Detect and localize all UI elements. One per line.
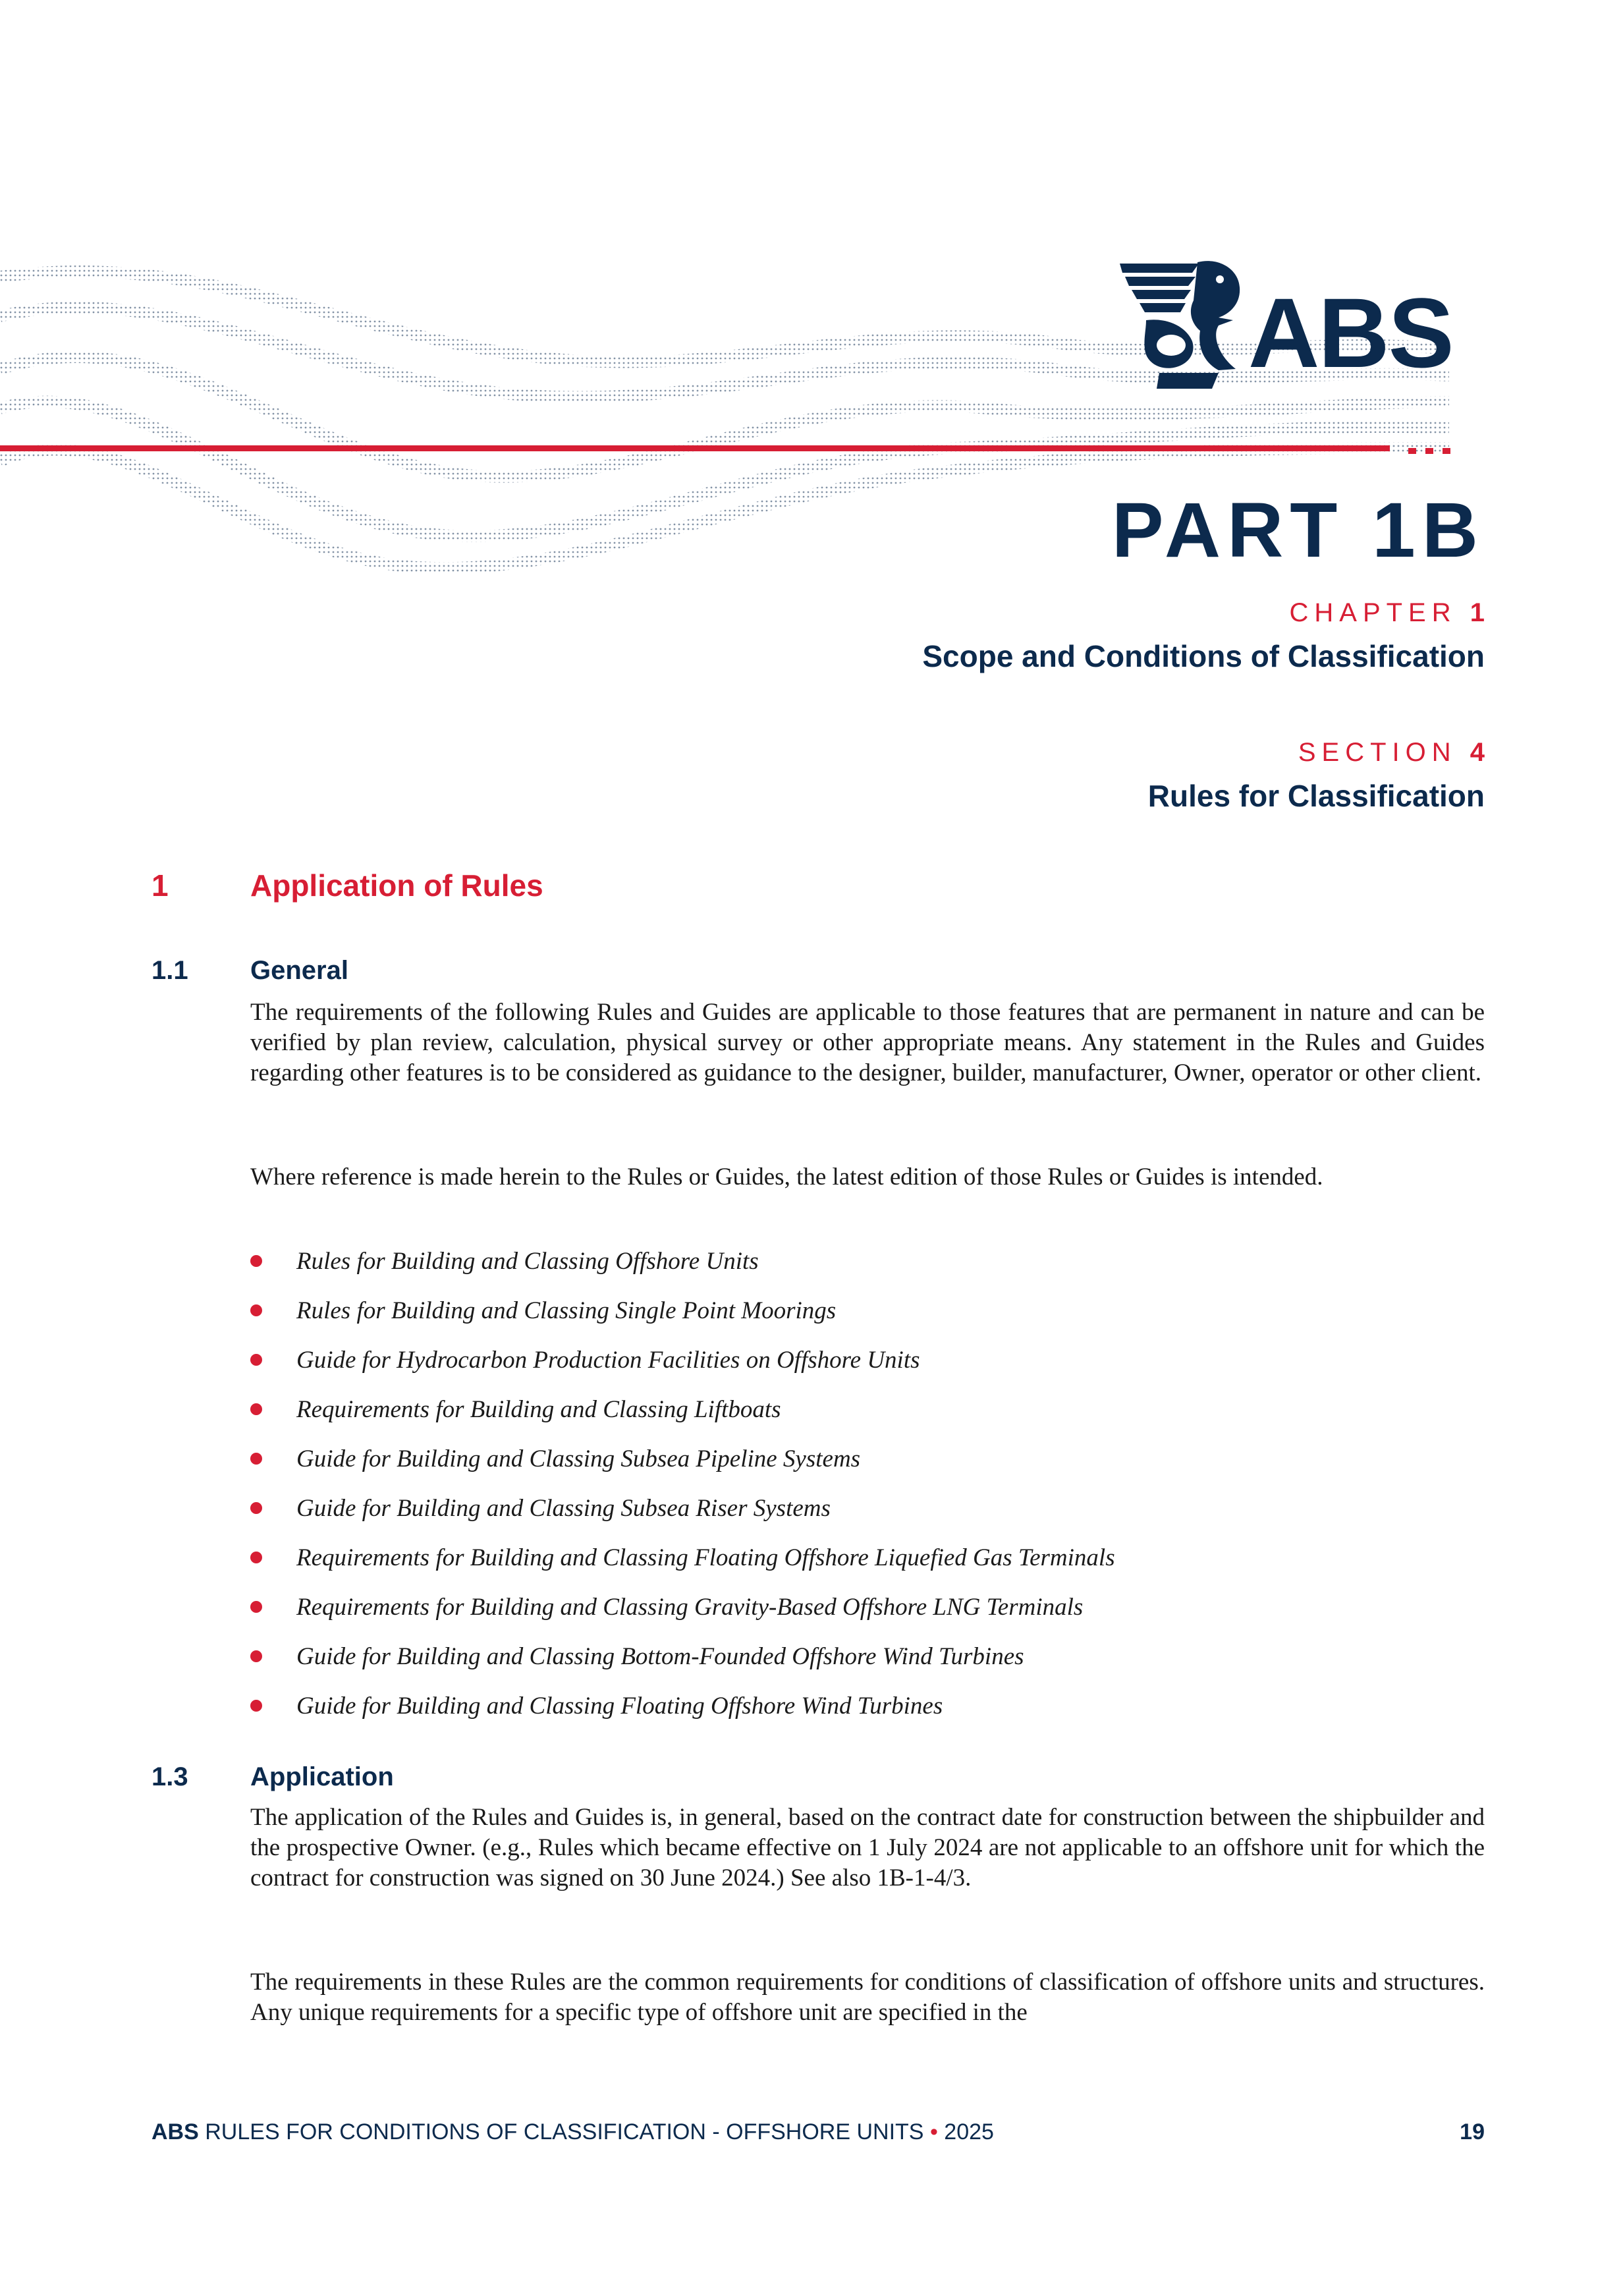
list-item: Rules for Building and Classing Single Point Moorings bbox=[250, 1296, 1485, 1345]
footer-year: 2025 bbox=[944, 2119, 994, 2144]
paragraph: The application of the Rules and Guides is, in general, based on the contract date for construction between the shipbuilder and the prospective Owner. (e.g., Rules which became effective on 1 July 2024 are not applicable to an offshore unit for which the contract for construction was signed on 30 June 2024.) See also 1B-1-4/3. bbox=[250, 1804, 1485, 1891]
bullet-icon bbox=[250, 1601, 262, 1613]
bullet-icon bbox=[250, 1255, 262, 1267]
page-footer bbox=[151, 2119, 1485, 2145]
section-number: 4 bbox=[1470, 738, 1485, 767]
eagle-emblem-icon bbox=[1120, 257, 1252, 395]
section-title: Rules for Classification bbox=[1147, 779, 1485, 813]
list-item: Guide for Building and Classing Bottom-Founded Offshore Wind Turbines bbox=[250, 1642, 1485, 1691]
bullet-icon bbox=[250, 1552, 262, 1563]
header-rule-dots bbox=[1408, 445, 1474, 451]
chapter-number: 1 bbox=[1470, 598, 1485, 627]
heading-text: Application bbox=[250, 1762, 394, 1791]
chapter-label: CHAPTER bbox=[1289, 598, 1457, 627]
bullet-icon bbox=[250, 1502, 262, 1514]
list-item: Requirements for Building and Classing Floating Offshore Liquefied Gas Terminals bbox=[250, 1543, 1485, 1592]
list-item: Requirements for Building and Classing Liftboats bbox=[250, 1395, 1485, 1444]
list-item: Guide for Hydrocarbon Production Facilities on Offshore Units bbox=[250, 1345, 1485, 1395]
bullet-icon bbox=[250, 1650, 262, 1662]
paragraph: The requirements of the following Rules and Guides are applicable to those features that are permanent in nature and can be verified by plan review, calculation, physical survey or other appropriate means. Any statement in the Rules and Guides regarding other features is to be considered as guidance to the designer, builder, manufacturer, Owner, operator or other client. bbox=[250, 999, 1485, 1086]
bullet-icon bbox=[250, 1354, 262, 1366]
heading-application bbox=[151, 1760, 394, 1793]
bullet-icon bbox=[250, 1304, 262, 1316]
referenced-rules-list bbox=[250, 1246, 1485, 1741]
bullet-icon bbox=[250, 1403, 262, 1415]
heading-text: General bbox=[250, 956, 348, 985]
logo-wordmark: ABS bbox=[1248, 277, 1453, 388]
paragraph: Where reference is made herein to the Rules or Guides, the latest edition of those Rules or Guides is intended. bbox=[250, 1163, 1323, 1190]
heading-application-of-rules bbox=[151, 867, 543, 904]
chapter-label-line bbox=[1289, 597, 1485, 629]
heading-general bbox=[151, 954, 348, 987]
heading-number: 1.3 bbox=[151, 1762, 188, 1791]
section-label: SECTION bbox=[1298, 738, 1457, 767]
footer-brand: ABS bbox=[151, 2119, 199, 2144]
page-number: 19 bbox=[1460, 2119, 1485, 2144]
footer-separator: • bbox=[929, 2119, 938, 2144]
list-item: Guide for Building and Classing Subsea Riser Systems bbox=[250, 1494, 1485, 1543]
header-rule bbox=[0, 445, 1390, 451]
list-item: Guide for Building and Classing Subsea Pipeline Systems bbox=[250, 1444, 1485, 1494]
footer-title: RULES FOR CONDITIONS OF CLASSIFICATION - OFFSHORE UNITS bbox=[205, 2119, 924, 2144]
list-item: Rules for Building and Classing Offshore Units bbox=[250, 1246, 1485, 1296]
paragraph: The requirements in these Rules are the common requirements for conditions of classification of offshore units and structures. Any unique requirements for a specific type of offshore unit are specified in the bbox=[250, 1969, 1485, 2026]
list-item: Requirements for Building and Classing Gravity-Based Offshore LNG Terminals bbox=[250, 1592, 1485, 1642]
heading-number: 1.1 bbox=[151, 956, 188, 985]
chapter-title: Scope and Conditions of Classification bbox=[922, 639, 1485, 673]
heading-text: Application of Rules bbox=[250, 868, 543, 903]
bullet-icon bbox=[250, 1453, 262, 1465]
heading-number: 1 bbox=[151, 868, 169, 903]
bullet-icon bbox=[250, 1700, 262, 1712]
list-item: Guide for Building and Classing Floating Offshore Wind Turbines bbox=[250, 1691, 1485, 1741]
abs-logo bbox=[1120, 257, 1475, 402]
part-title: PART 1B bbox=[1111, 487, 1485, 574]
section-label-line bbox=[1298, 737, 1485, 768]
